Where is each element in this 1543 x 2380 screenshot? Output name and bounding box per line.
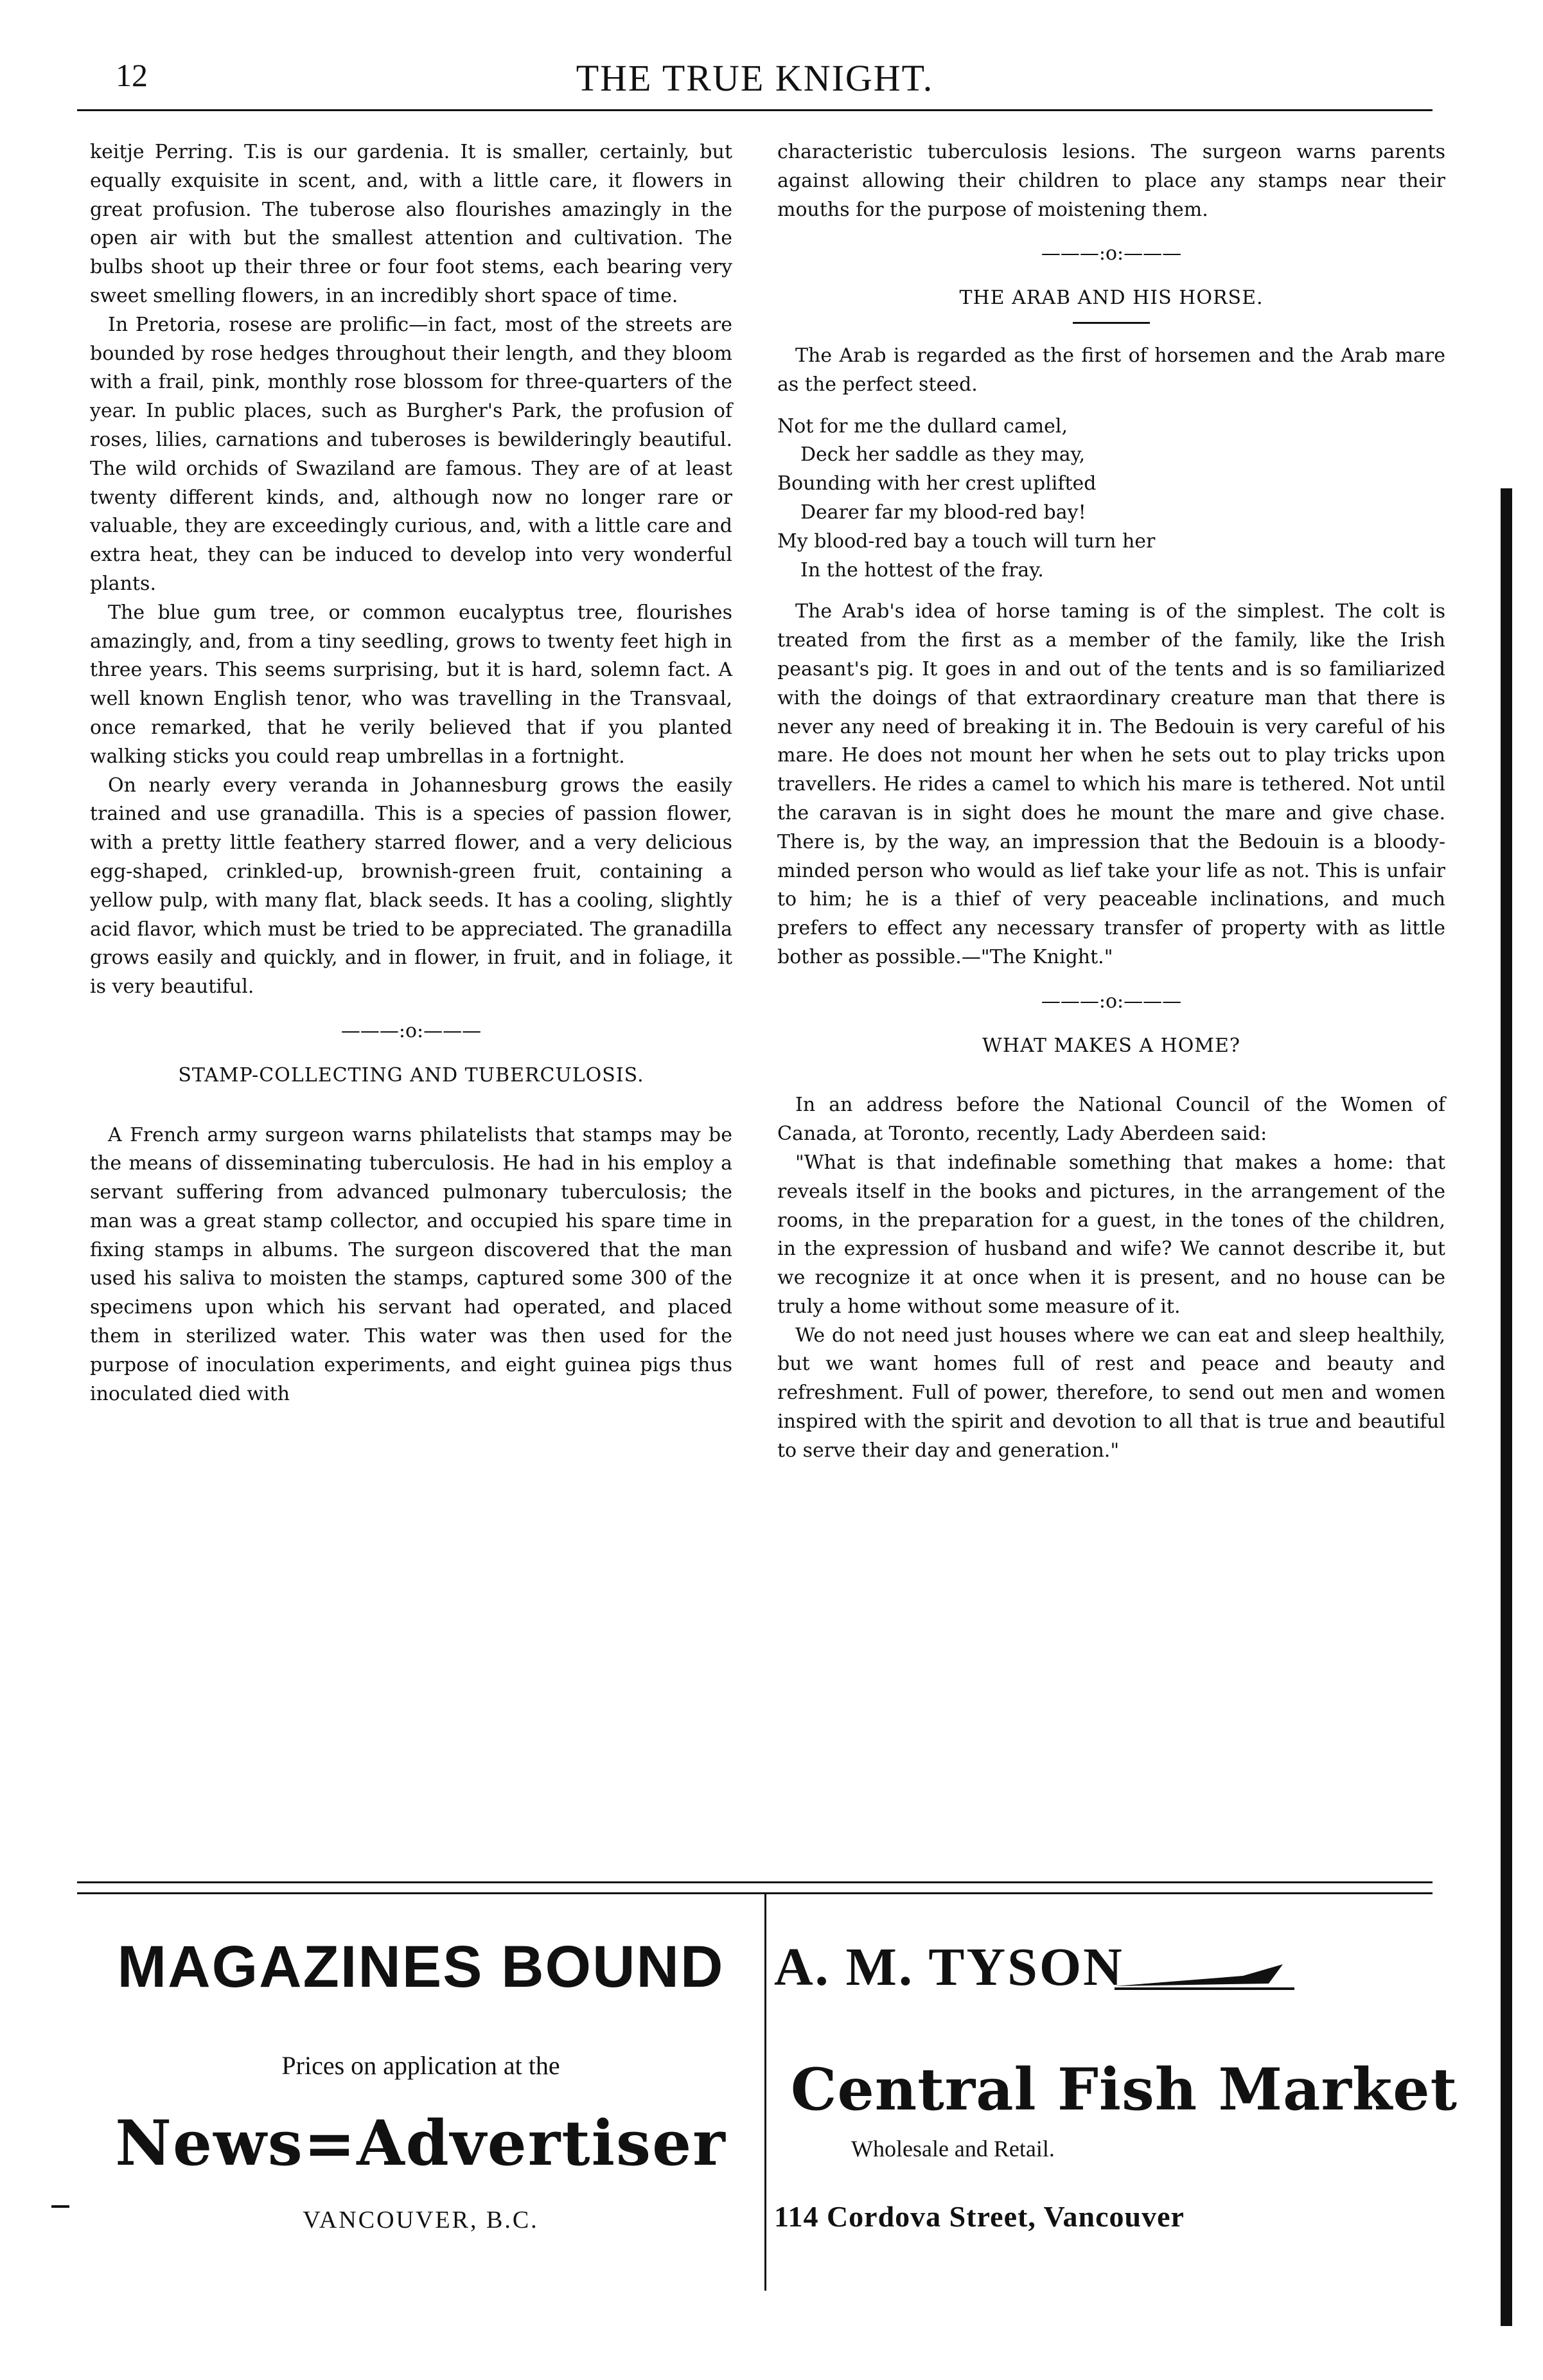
ad-tyson-fish-market [774,1892,1494,2291]
section-separator: ———:o:——— [1041,990,1182,1013]
right-column [777,138,1445,1466]
ad-brand-name: News=Advertiser [115,2107,727,2180]
article4-paragraph: We do not need just houses where we can eat and sleep healthily, but we want homes full of rest and peace and beauty and refreshment. Full of power, therefore, to send out men and women inspired with the spirit and devotion to all that is true and beautiful to serve their day and generation." [777,1324,1445,1462]
page-number: 12 [116,57,148,93]
article2-heading: STAMP-COLLECTING AND TUBERCULOSIS. [178,1063,644,1087]
article2-paragraph: A French army surgeon warns philatelists that stamps may be the means of disseminating tuberculosis. He had in his employ a servant suffering from advanced pulmonary tuberculosis; the man was a great stamp collector, and occupied his spare time in fixing stamps in albums. The surgeon discovered that the man used his saliva to moisten the stamps, captured some 300 of the specimens upon which his servant had operated, and placed them in sterilized water. This water was then used for the purpose of inoculation experiments, and eight guinea pigs thus inoculated died with [90,1123,732,1405]
margin-mark [51,2205,69,2208]
ad-subtitle: Wholesale and Retail. [851,2136,1055,2162]
article3-paragraph: The Arab's idea of horse taming is of the simplest. The colt is treated from the first as a member of the family, like the Irish peasant's pig. It goes in and out of the tents and is so familiarized with the doings of that extraordinary creature man that there is never any need of breaking it in. The Bedouin is very careful of his mare. He does not mount her when he sets out to play tricks upon travellers. He rides a camel to which his mare is tethered. Not until the caravan is in sight does he mount the mare and give chase. There is, by the way, an impression that the Bedouin is a bloody-minded person who would as lief take your life as not. This is unfair to him; he is a thief of very peaceable inclinations, and much prefers to effect any necessary transfer of property with as little bother as possible.—"The Knight." [777,600,1445,968]
poem-line: My blood-red bay a touch will turn her [777,529,1156,553]
pen-flourish-icon [1115,1954,1294,1993]
ad-market-name: Central Fish Market [790,2056,1458,2124]
article1-paragraph: In Pretoria, rosese are prolific—in fact, most of the streets are bounded by rose hedges throughout their length, and they bloom with a frail, pink, monthly rose blossom for three-quarters of the year. In public places, such as Burgher's Park, the profusion of roses, lilies, carnations and tuberoses is bewilderingly beautiful. The wild orchids of Swaziland are famous. They are of at least twenty different kinds, and, although now no longer rare or valuable, they are exceedingly curious, and, with a little care and extra heat, they can be induced to develop into very wonderful plants. [90,313,732,595]
article4-paragraph: In an address before the National Council of the Women of Canada, at Toronto, recently, Lady Aberdeen said: [777,1094,1445,1146]
article3-intro: The Arab is regarded as the first of horsemen and the Arab mare as the perfect steed. [777,344,1445,396]
ad-address: 114 Cordova Street, Vancouver [774,2200,1185,2233]
poem-line: Not for me the dullard camel, [777,414,1068,438]
article2-continuation: characteristic tuberculosis lesions. The surgeon warns parents against allowing their children to place any stamps near their mouths for the purpose of moistening them. [777,141,1445,221]
article3-heading: THE ARAB AND HIS HORSE. [959,287,1264,310]
page-title: THE TRUE KNIGHT. [576,57,934,99]
page-header [77,39,1433,111]
page-edge-bar [1501,488,1512,2326]
ad-title: MAGAZINES BOUND [117,1934,725,2000]
article4-heading: WHAT MAKES A HOME? [982,1034,1240,1057]
poem-line: Deck her saddle as they may, [800,443,1086,466]
article1-paragraph: keitje Perring. T.is is our gardenia. It is smaller, certainly, but equally exquisite in scent, and, with a little care, it flowers in great profusion. The tuberose also flourishes amazingly in the open air with but the smallest attention and cultivation. The bulbs shoot up their three or four foot stems, each bearing very sweet smelling flowers, in an incredibly short space of time. [90,141,732,307]
ad-prices-line: Prices on application at the [281,2051,560,2080]
heading-rule [1073,322,1150,324]
ad-city: VANCOUVER, B.C. [303,2207,539,2233]
ad-divider [764,1892,766,2291]
poem-line: Bounding with her crest uplifted [777,472,1097,495]
ad-magazines-bound [77,1892,764,2291]
article1-paragraph: On nearly every veranda in Johannesburg grows the easily trained and use granadilla. This is a species of passion flower, with a pretty little feathery starred flower, and a very delicious egg-shaped, crinkled-up, brownish-green fruit, containing a yellow pulp, with many flat, black seeds. It has a cooling, slightly acid flavor, which must be tried to be appreciated. The granadilla grows easily and quickly, and in flower, in fruit, and in foliage, it is very beautiful. [90,774,732,999]
left-column [90,138,732,1408]
poem-line: In the hottest of the fray. [800,558,1044,582]
section-separator: ———:o:——— [1041,242,1182,265]
section-separator: ———:o:——— [340,1019,482,1042]
poem-line: Dearer far my blood-red bay! [800,501,1086,524]
ad-proprietor-name: A. M. TYSON [774,1937,1124,1997]
poem [777,413,1445,585]
article4-paragraph: "What is that indefinable something that makes a home: that reveals itself in the books and pictures, in the arrangement of the rooms, in the preparation for a guest, in the tones of the children, in the expression of husband and wife? We cannot describe it, but we recognize it at once when it is present, and no house can be truly a home without some measure of it. [777,1151,1445,1318]
article1-paragraph: The blue gum tree, or common eucalyptus tree, flourishes amazingly, and, from a tiny seedling, grows to twenty feet high in three years. This seems surprising, but it is hard, solemn fact. A well known English tenor, who was travelling in the Transvaal, once remarked, that he verily believed that if you planted walking sticks you could reap umbrellas in a fortnight. [90,601,732,768]
